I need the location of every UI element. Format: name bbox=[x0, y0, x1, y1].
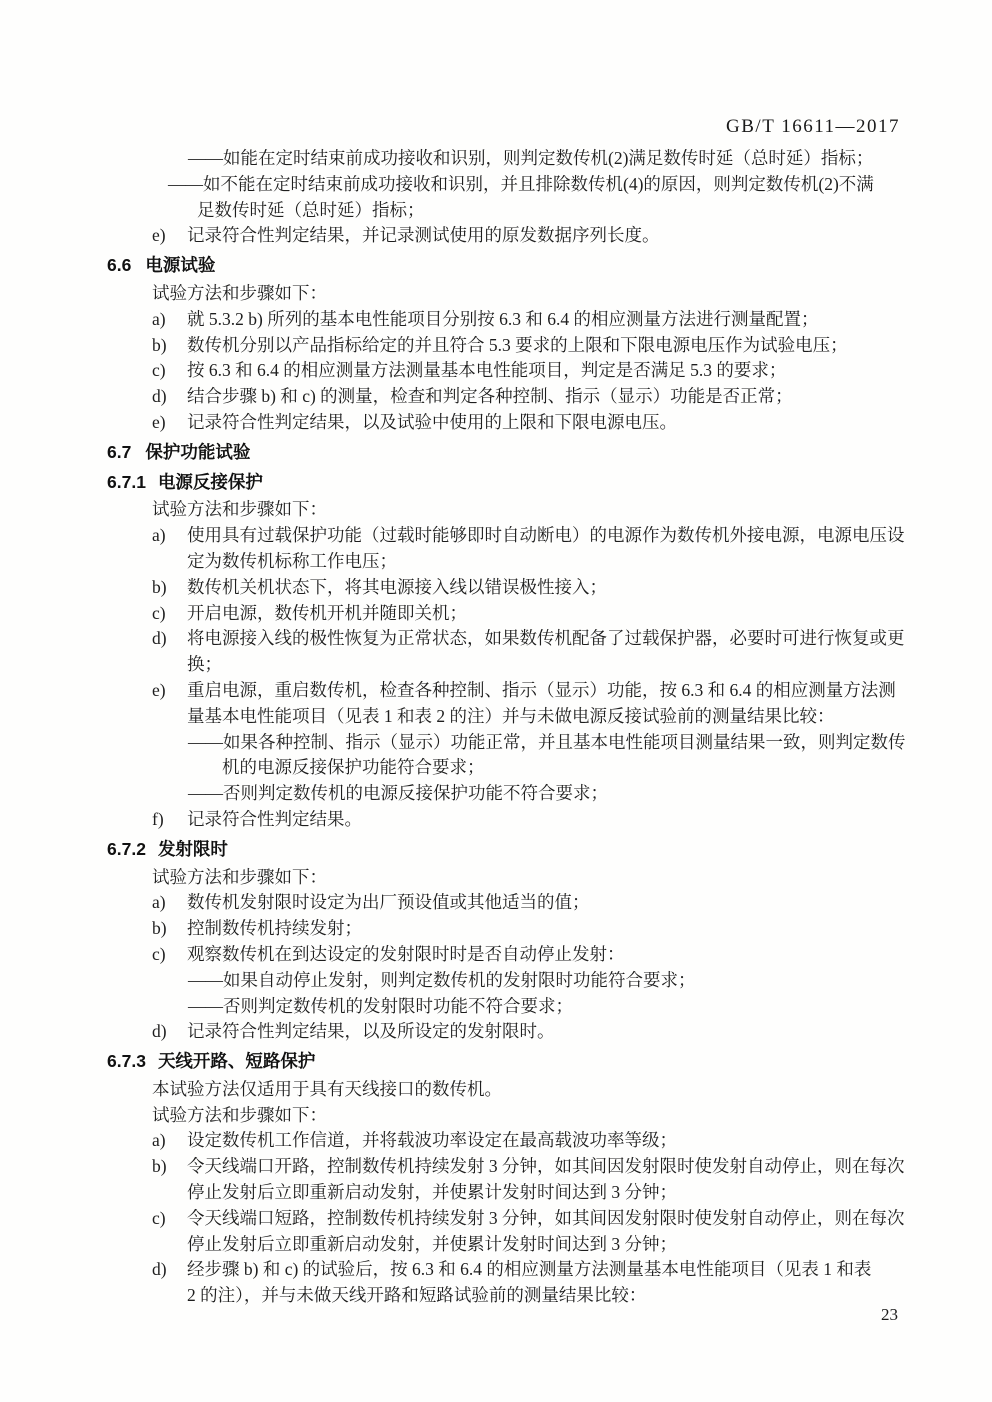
list-item-marker: a) bbox=[152, 1130, 166, 1151]
list-item-text: 按 6.3 和 6.4 的相应测量方法测量基本电性能项目，判定是否满足 5.3 的要求； bbox=[187, 360, 787, 381]
dash-item-line: ——否则判定数传机的电源反接保护功能不符合要求； bbox=[188, 783, 608, 804]
list-item-marker: b) bbox=[152, 334, 167, 355]
dash-continuation-line: 足数传时延（总时延）指标； bbox=[197, 199, 425, 220]
dash-item-line: ——如不能在定时结束前成功接收和识别，并且排除数传机(4)的原因，则判定数传机(2)不满 bbox=[168, 173, 874, 194]
list-item-marker: b) bbox=[152, 1156, 167, 1177]
list-item-line bbox=[0, 678, 992, 704]
paragraph-line: 试验方法和步骤如下： bbox=[152, 866, 327, 887]
list-item-marker: d) bbox=[152, 628, 167, 649]
list-item-line bbox=[0, 358, 992, 384]
list-item-line bbox=[0, 890, 992, 916]
list-item-continuation-line: 停止发射后立即重新启动发射，并使累计发射时间达到 3 分钟； bbox=[187, 1182, 677, 1203]
dash-item-line: ——如果自动停止发射，则判定数传机的发射限时功能符合要求； bbox=[188, 969, 696, 990]
section-heading bbox=[0, 253, 992, 279]
list-item-line bbox=[0, 1206, 992, 1232]
list-item-text: 令天线端口短路，控制数传机持续发射 3 分钟，如其间因发射限时使发射自动停止，则在每次 bbox=[187, 1207, 905, 1228]
list-item-line bbox=[0, 807, 992, 833]
list-item-text: 数传机发射限时设定为出厂预设值或其他适当的值； bbox=[187, 892, 590, 913]
list-item-marker: f) bbox=[152, 808, 164, 829]
section-title: 保护功能试验 bbox=[145, 441, 251, 462]
dash-item-line: ——否则判定数传机的发射限时功能不符合要求； bbox=[188, 995, 573, 1016]
section-heading bbox=[0, 440, 992, 466]
list-item-text: 将电源接入线的极性恢复为正常状态，如果数传机配备了过载保护器，必要时可进行恢复或更 bbox=[187, 628, 905, 649]
section-number: 6.7.1 bbox=[107, 471, 146, 492]
list-item-text: 数传机关机状态下，将其电源接入线以错误极性接入； bbox=[187, 576, 607, 597]
list-item-text: 重启电源，重启数传机，检查各种控制、指示（显示）功能，按 6.3 和 6.4 的相应测量方法测 bbox=[187, 679, 896, 700]
list-item-line bbox=[0, 410, 992, 436]
paragraph-line: 试验方法和步骤如下： bbox=[152, 499, 327, 520]
list-item-marker: d) bbox=[152, 386, 167, 407]
section-title: 天线开路、短路保护 bbox=[157, 1051, 316, 1072]
list-item-text: 设定数传机工作信道，并将载波功率设定在最高载波功率等级； bbox=[187, 1130, 677, 1151]
list-item-continuation-line: 换； bbox=[187, 654, 222, 675]
section-title: 电源试验 bbox=[145, 255, 216, 276]
list-item-line bbox=[0, 942, 992, 968]
list-item-text: 记录符合性判定结果，并记录测试使用的原发数据序列长度。 bbox=[187, 225, 660, 246]
list-item-line bbox=[0, 523, 992, 549]
list-item-line bbox=[0, 1257, 992, 1283]
list-item-text: 就 5.3.2 b) 所列的基本电性能项目分别按 6.3 和 6.4 的相应测量方法进行测量配置； bbox=[187, 308, 819, 329]
list-item-line bbox=[0, 626, 992, 652]
document-body bbox=[0, 146, 992, 1309]
list-item-text: 记录符合性判定结果，以及所设定的发射限时。 bbox=[187, 1021, 555, 1042]
dash-item-line: ——如果各种控制、指示（显示）功能正常，并且基本电性能项目测量结果一致，则判定数传 bbox=[188, 731, 906, 752]
list-item-line bbox=[0, 1019, 992, 1045]
dash-item-line: ——如能在定时结束前成功接收和识别，则判定数传机(2)满足数传时延（总时延）指标； bbox=[188, 148, 874, 168]
list-item-marker: b) bbox=[152, 576, 167, 597]
list-item-text: 观察数传机在到达设定的发射限时时是否自动停止发射： bbox=[187, 943, 625, 964]
list-item-marker: c) bbox=[152, 602, 166, 623]
list-item-marker: e) bbox=[152, 679, 166, 700]
list-item-text: 使用具有过载保护功能（过载时能够即时自动断电）的电源作为数传机外接电源，电源电压设 bbox=[187, 525, 905, 546]
list-item-text: 记录符合性判定结果，以及试验中使用的上限和下限电源电压。 bbox=[187, 411, 677, 432]
paragraph-line: 本试验方法仅适用于具有天线接口的数传机。 bbox=[152, 1078, 502, 1099]
dash-continuation-line: 机的电源反接保护功能符合要求； bbox=[222, 757, 485, 778]
list-item-continuation-line: 定为数传机标称工作电压； bbox=[187, 550, 397, 571]
subsection-heading bbox=[0, 837, 992, 863]
page-number: 23 bbox=[881, 1305, 898, 1324]
list-item-text: 记录符合性判定结果。 bbox=[187, 808, 362, 829]
subsection-heading bbox=[0, 1049, 992, 1075]
section-number: 6.7 bbox=[107, 441, 132, 462]
list-item-marker: e) bbox=[152, 225, 166, 246]
list-item-continuation-line: 停止发射后立即重新启动发射，并使累计发射时间达到 3 分钟； bbox=[187, 1233, 677, 1254]
list-item-line bbox=[0, 223, 992, 249]
list-item-text: 令天线端口开路，控制数传机持续发射 3 分钟，如其间因发射限时使发射自动停止，则在每次 bbox=[187, 1156, 905, 1177]
list-item-line bbox=[0, 384, 992, 410]
subsection-heading bbox=[0, 470, 992, 496]
list-item-marker: c) bbox=[152, 360, 166, 381]
list-item-marker: b) bbox=[152, 918, 167, 939]
list-item-text: 控制数传机持续发射； bbox=[187, 918, 362, 939]
standard-code-header: GB/T 16611—2017 bbox=[726, 116, 900, 137]
list-item-text: 结合步骤 b) 和 c) 的测量，检查和判定各种控制、指示（显示）功能是否正常； bbox=[187, 386, 793, 407]
list-item-text: 经步骤 b) 和 c) 的试验后，按 6.3 和 6.4 的相应测量方法测量基本电性能项目（见表 1 和表 bbox=[187, 1259, 872, 1280]
list-item-marker: d) bbox=[152, 1021, 167, 1042]
section-number: 6.6 bbox=[107, 255, 132, 276]
list-item-line bbox=[0, 333, 992, 359]
section-title: 电源反接保护 bbox=[157, 471, 263, 492]
list-item-marker: e) bbox=[152, 411, 166, 432]
list-item-continuation-line: 量基本电性能项目（见表 1 和表 2 的注）并与未做电源反接试验前的测量结果比较： bbox=[187, 705, 835, 726]
list-item-marker: a) bbox=[152, 308, 166, 329]
list-item-line bbox=[0, 307, 992, 333]
list-item-line bbox=[0, 575, 992, 601]
section-number: 6.7.2 bbox=[107, 838, 146, 859]
list-item-marker: d) bbox=[152, 1259, 167, 1280]
list-item-marker: c) bbox=[152, 1207, 166, 1228]
paragraph-line: 试验方法和步骤如下： bbox=[152, 282, 327, 303]
list-item-line bbox=[0, 916, 992, 942]
list-item-text: 数传机分别以产品指标给定的并且符合 5.3 要求的上限和下限电源电压作为试验电压； bbox=[187, 334, 848, 355]
list-item-marker: a) bbox=[152, 892, 166, 913]
list-item-continuation-line: 2 的注），并与未做天线开路和短路试验前的测量结果比较： bbox=[187, 1285, 647, 1306]
list-item-text: 开启电源，数传机开机并随即关机； bbox=[187, 602, 467, 623]
section-title: 发射限时 bbox=[157, 838, 228, 859]
list-item-marker: c) bbox=[152, 943, 166, 964]
list-item-line bbox=[0, 1128, 992, 1154]
section-number: 6.7.3 bbox=[107, 1051, 146, 1072]
list-item-line bbox=[0, 601, 992, 627]
paragraph-line: 试验方法和步骤如下： bbox=[152, 1104, 327, 1125]
list-item-marker: a) bbox=[152, 525, 166, 546]
list-item-line bbox=[0, 1154, 992, 1180]
